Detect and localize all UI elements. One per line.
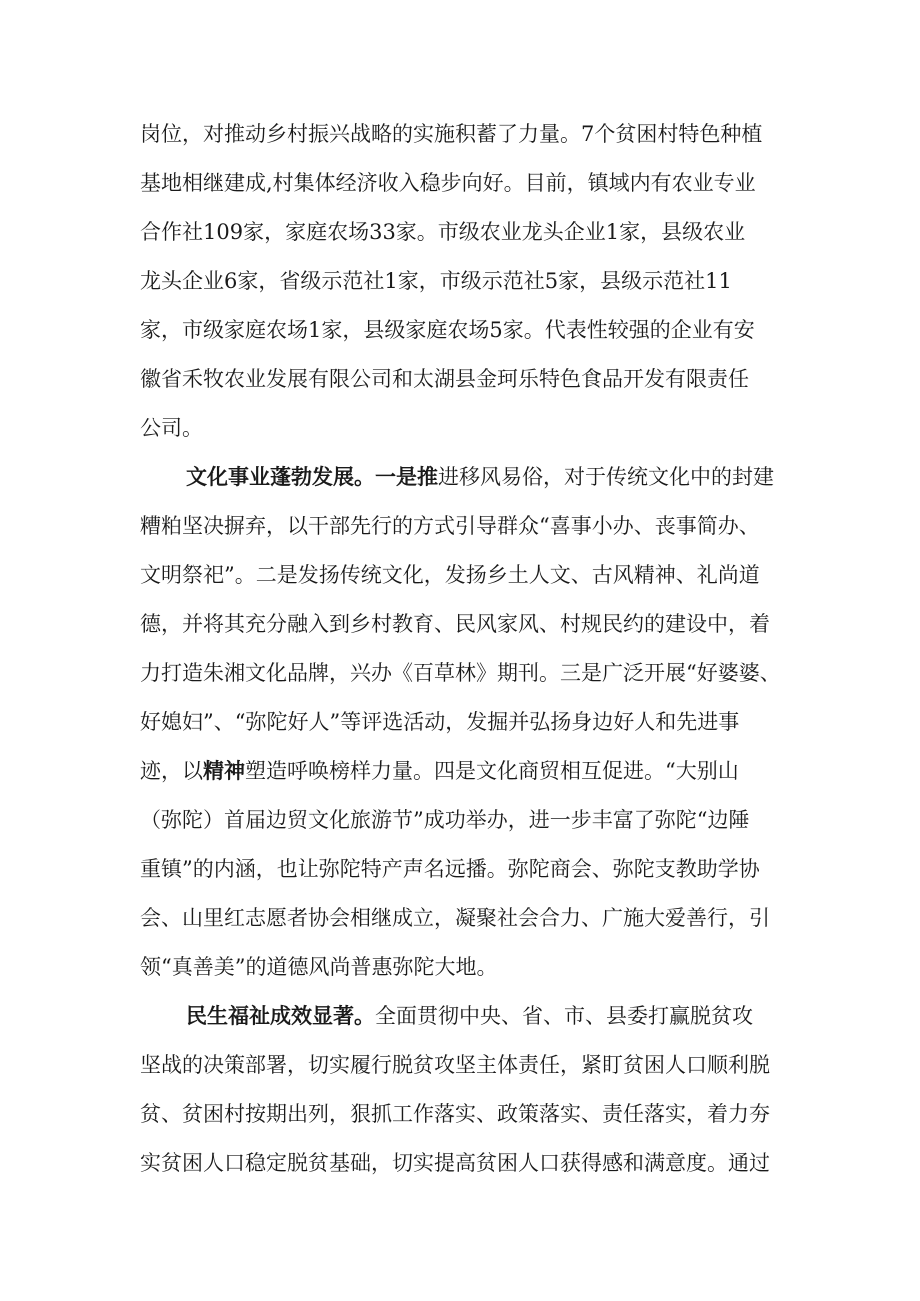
paragraph-1-line-3: 合作社109家，家庭农场33家。市级农业龙头企业1家，县级农业 [140, 220, 746, 244]
paragraph-2-line-6: 好媳妇”、“弥陀好人”等评选活动，发掘并弘扬身边好人和先进事 [140, 710, 740, 734]
paragraph-3-line-4: 实贫困人口稳定脱贫基础，切实提高贫困人口获得感和满意度。通过 [140, 1151, 770, 1175]
line-7-pre: 迹，以 [140, 759, 203, 783]
paragraph-2-line-9: 重镇”的内涵，也让弥陀特产声名远播。弥陀商会、弥陀支教助学协 [140, 857, 760, 881]
paragraph-2-line-1 [186, 462, 790, 492]
paragraph-2-line-1-rest: 进移风易俗，对于传统文化中的封建 [438, 465, 774, 489]
paragraph-2-line-11: 领“真善美”的道德风尚普惠弥陀大地。 [140, 955, 498, 979]
paragraph-1-line-1: 岗位，对推动乡村振兴战略的实施积蓄了力量。7个贫困村特色种植 [140, 122, 763, 146]
paragraph-2-line-4: 德，并将其充分融入到乡村教育、民风家风、村规民约的建设中，着 [140, 612, 770, 636]
paragraph-1-line-4: 龙头企业6家，省级示范社1家，市级示范社5家，县级示范社11 [140, 269, 732, 293]
line-7-post: 塑造呼唤榜样力量。四是文化商贸相互促进。“大别山 [245, 759, 739, 783]
paragraph-1-line-5: 家，市级家庭农场1家，县级家庭农场5家。代表性较强的企业有安 [140, 318, 755, 342]
paragraph-1-line-6: 徽省禾牧农业发展有限公司和太湖县金珂乐特色食品开发有限责任 [140, 367, 749, 391]
bold-word: 精神 [203, 759, 245, 783]
paragraph-3-line-1-rest: 全面贯彻中央、省、市、县委打赢脱贫攻 [375, 1004, 753, 1028]
paragraph-3-line-3: 贫、贫困村按期出列，狠抓工作落实、政策落实、责任落实，着力夯 [140, 1102, 770, 1126]
section-heading-culture: 文化事业蓬勃发展。 [186, 465, 375, 489]
paragraph-2-line-5: 力打造朱湘文化品牌，兴办《百草林》期刊。三是广泛开展“好婆婆、 [140, 661, 781, 685]
section-heading-livelihood: 民生福祉成效显著。 [186, 1004, 375, 1028]
paragraph-1-line-7: 公司。 [140, 416, 203, 440]
paragraph-3-line-2: 坚战的决策部署，切实履行脱贫攻坚主体责任，紧盯贫困人口顺利脱 [140, 1053, 770, 1077]
paragraph-2-line-8: （弥陀）首届边贸文化旅游节”成功举办，进一步丰富了弥陀“边陲 [140, 808, 750, 832]
paragraph-2-line-2: 糟粕坚决摒弃，以干部先行的方式引导群众“喜事小办、丧事简办、 [140, 514, 760, 538]
paragraph-2-line-3: 文明祭祀”。二是发扬传统文化，发扬乡土人文、古风精神、礼尚道 [140, 563, 760, 587]
paragraph-1-line-2: 基地相继建成,村集体经济收入稳步向好。目前，镇域内有农业专业 [140, 171, 756, 195]
lead-phrase: 一是推 [375, 465, 438, 489]
paragraph-2-line-10: 会、山里红志愿者协会相继成立，凝聚社会合力、广施大爱善行，引 [140, 906, 770, 930]
paragraph-3-line-1 [186, 1001, 790, 1031]
paragraph-2-line-7 [140, 756, 790, 786]
